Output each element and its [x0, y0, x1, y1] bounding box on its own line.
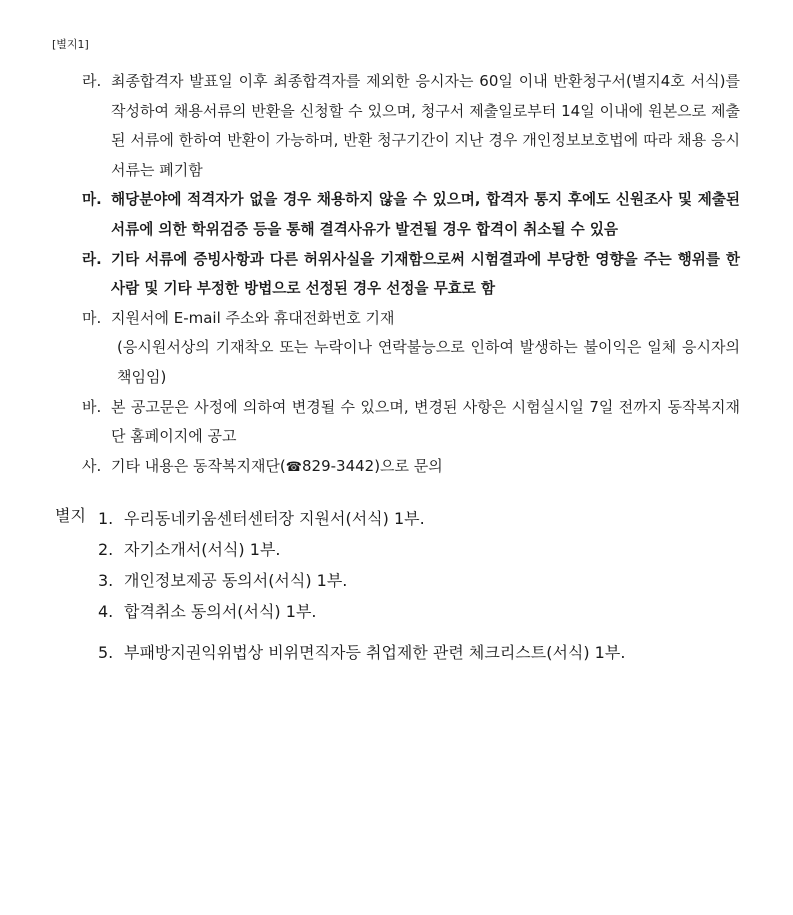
- item-marker: 사.: [82, 456, 102, 475]
- item-text: 기타 서류에 증빙사항과 다른 허위사실을 기재함으로써 시험결과에 부당한 영향을 주는 행위를 한 사람 및 기타 부정한 방법으로 선정된 경우 선정을 무효로 함: [111, 250, 740, 298]
- notice-item-sa: [82, 452, 740, 483]
- attachment-item-1: [98, 506, 425, 529]
- attachment-text: 우리동네키움센터센터장 지원서(서식) 1부.: [124, 509, 425, 528]
- item-text: 지원서에 E-mail 주소와 휴대전화번호 기재: [111, 308, 395, 327]
- attachment-item-3: [98, 568, 347, 591]
- notice-list: [82, 67, 740, 482]
- attachment-number: 2.: [98, 540, 114, 559]
- phone-icon: ☎: [285, 459, 302, 475]
- attachment-number: 1.: [98, 509, 114, 528]
- attachment-text: 개인정보제공 동의서(서식) 1부.: [124, 571, 348, 590]
- notice-item-ma-1: [82, 185, 740, 244]
- attachment-text: 합격취소 동의서(서식) 1부.: [124, 602, 317, 621]
- notice-item-ma-2: [82, 304, 740, 393]
- notice-item-ra-2: [82, 245, 740, 304]
- item-marker: 마.: [82, 191, 102, 209]
- attachment-text: 부패방지권익위법상 비위면직자등 취업제한 관련 체크리스트(서식) 1부.: [124, 643, 626, 662]
- attachment-tag: [별지1]: [52, 38, 89, 51]
- attachment-item-4: [98, 599, 316, 622]
- attachment-number: 4.: [98, 602, 114, 621]
- attachments-label: 별지: [55, 506, 86, 525]
- notice-item-ba: [82, 393, 740, 452]
- attachment-number: 5.: [98, 643, 114, 662]
- item-text-after: 829-3442)으로 문의: [301, 456, 443, 475]
- attachment-item-5: [98, 640, 625, 663]
- item-marker: 라.: [82, 72, 102, 90]
- notice-item-ra-1: [82, 67, 740, 185]
- attachment-item-2: [98, 537, 280, 560]
- attachment-number: 3.: [98, 571, 114, 590]
- item-marker: 라.: [82, 250, 102, 268]
- item-text: 해당분야에 적격자가 없을 경우 채용하지 않을 수 있으며, 합격자 통지 후에도 신원조사 및 제출된 서류에 의한 학위검증 등을 통해 결격사유가 발견될 경우 합격이 취소될 수 있음: [111, 191, 740, 238]
- item-subtext: (응시원서상의 기재착오 또는 누락이나 연락불능으로 인하여 발생하는 불이익은 일체 응시자의 책임임): [117, 338, 740, 386]
- item-marker: 마.: [82, 308, 102, 327]
- item-text: 최종합격자 발표일 이후 최종합격자를 제외한 응시자는 60일 이내 반환청구서(별지4호 서식)를 작성하여 채용서류의 반환을 신청할 수 있으며, 청구서 제출일로부터 14일 이내에 원본으로 제출된 서류에 한하여 반환이 가능하며, 반환 청구기간이 지난 경우 개인정보보호법에 따라 채용 응시서류는 폐기함: [111, 72, 740, 179]
- item-text: 본 공고문은 사정에 의하여 변경될 수 있으며, 변경된 사항은 시험실시일 7일 전까지 동작복지재단 홈페이지에 공고: [111, 397, 740, 446]
- item-marker: 바.: [82, 397, 102, 416]
- item-text-before: 기타 내용은 동작복지재단(: [111, 456, 286, 475]
- attachment-text: 자기소개서(서식) 1부.: [124, 540, 281, 559]
